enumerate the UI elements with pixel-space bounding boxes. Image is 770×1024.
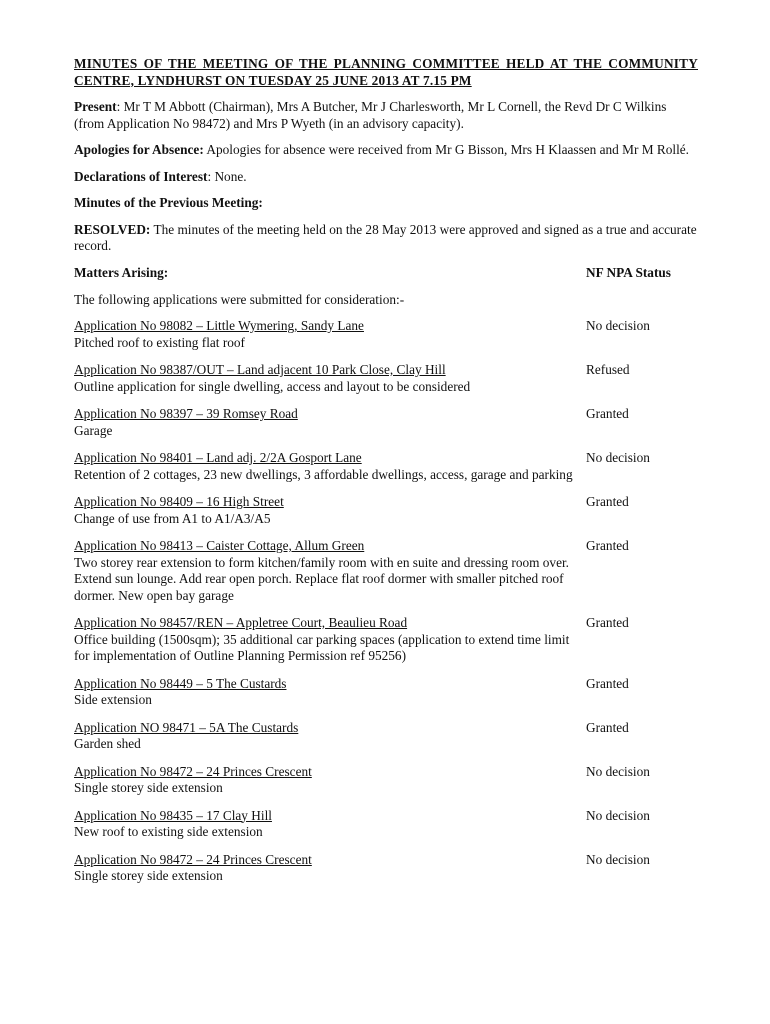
declarations-paragraph bbox=[74, 169, 698, 186]
application-item bbox=[74, 615, 698, 665]
present-label: Present bbox=[74, 99, 117, 114]
application-description bbox=[74, 720, 574, 753]
application-detail: Single storey side extension bbox=[74, 780, 223, 795]
resolved-text: The minutes of the meeting held on the 28 May 2013 were approved and signed as a true and accurate record. bbox=[74, 221, 697, 253]
application-status: No decision bbox=[586, 807, 650, 823]
application-description bbox=[74, 362, 574, 395]
present-paragraph bbox=[74, 99, 698, 132]
application-status: No decision bbox=[586, 450, 650, 465]
application-item bbox=[74, 720, 698, 753]
application-heading: Application NO 98471 – 5A The Custards bbox=[74, 719, 299, 735]
application-detail: Side extension bbox=[74, 692, 152, 707]
application-detail: Office building (1500sqm); 35 additional car parking spaces (application to extend time limit for implementation of Outline Planning Permission ref 95256) bbox=[74, 631, 570, 663]
application-status: Refused bbox=[586, 362, 630, 377]
application-item bbox=[74, 406, 698, 439]
application-item bbox=[74, 808, 698, 841]
previous-minutes-label: Minutes of the Previous Meeting: bbox=[74, 195, 263, 210]
application-status: No decision bbox=[586, 851, 650, 867]
matters-arising-header bbox=[74, 265, 698, 282]
application-detail: New roof to existing side extension bbox=[74, 824, 263, 839]
application-item bbox=[74, 450, 698, 483]
applications-list bbox=[74, 318, 698, 885]
application-detail: Retention of 2 cottages, 23 new dwellings, 3 affordable dwellings, access, garage and parking bbox=[74, 466, 573, 482]
application-item bbox=[74, 494, 698, 527]
application-heading: Application No 98397 – 39 Romsey Road bbox=[74, 406, 298, 421]
application-heading: Application No 98472 – 24 Princes Crescent bbox=[74, 851, 312, 867]
apologies-paragraph bbox=[74, 142, 698, 159]
application-description bbox=[74, 852, 574, 885]
application-item bbox=[74, 538, 698, 604]
application-detail: Garden shed bbox=[74, 736, 141, 751]
application-status: No decision bbox=[586, 763, 650, 779]
application-heading: Application No 98472 – 24 Princes Crescent bbox=[74, 763, 312, 779]
application-heading: Application No 98387/OUT – Land adjacent 10 Park Close, Clay Hill bbox=[74, 362, 446, 377]
application-status: Granted bbox=[586, 719, 629, 735]
application-description bbox=[74, 494, 574, 527]
declarations-text: : None. bbox=[207, 168, 247, 184]
application-heading: Application No 98409 – 16 High Street bbox=[74, 494, 284, 509]
application-description bbox=[74, 808, 574, 841]
resolved-paragraph bbox=[74, 222, 698, 255]
application-status: No decision bbox=[586, 318, 650, 333]
document-title: MINUTES OF THE MEETING OF THE PLANNING COMMITTEE HELD AT THE COMMUNITY CENTRE, LYNDHURST ON TUESDAY 25 JUNE 2013 AT 7.15 PM bbox=[74, 56, 698, 88]
application-item bbox=[74, 318, 698, 351]
application-detail: Two storey rear extension to form kitchen/family room with en suite and dressing room over. Extend sun lounge. Add rear open porch. Replace flat roof dormer with smaller pitched roof dormer. New open bay garage bbox=[74, 554, 570, 603]
application-detail: Outline application for single dwelling, access and layout to be considered bbox=[74, 378, 471, 394]
application-heading: Application No 98457/REN – Appletree Court, Beaulieu Road bbox=[74, 615, 408, 630]
declarations-label: Declarations of Interest bbox=[74, 168, 208, 184]
application-description bbox=[74, 676, 574, 709]
apologies-text: Apologies for absence were received from Mr G Bisson, Mrs H Klaassen and Mr M Rollé. bbox=[203, 142, 689, 157]
status-column-header: NF NPA Status bbox=[586, 264, 671, 280]
application-status: Granted bbox=[586, 675, 629, 691]
application-heading: Application No 98401 – Land adj. 2/2A Gosport Lane bbox=[74, 450, 362, 465]
application-heading: Application No 98413 – Caister Cottage, Allum Green bbox=[74, 538, 365, 553]
application-status: Granted bbox=[586, 494, 629, 509]
application-detail: Pitched roof to existing flat roof bbox=[74, 334, 245, 350]
application-description bbox=[74, 538, 574, 604]
application-heading: Application No 98082 – Little Wymering, Sandy Lane bbox=[74, 318, 364, 333]
application-item bbox=[74, 764, 698, 797]
application-heading: Application No 98449 – 5 The Custards bbox=[74, 675, 287, 691]
application-item bbox=[74, 852, 698, 885]
application-status: Granted bbox=[586, 538, 629, 553]
apologies-label: Apologies for Absence: bbox=[74, 142, 204, 157]
application-description bbox=[74, 615, 574, 665]
application-detail: Single storey side extension bbox=[74, 868, 223, 883]
present-text: : Mr T M Abbott (Chairman), Mrs A Butcher, Mr J Charlesworth, Mr L Cornell, the Revd Dr C Wilkins (from Application No 98472) and Mrs P Wyeth (in an advisory capacity). bbox=[74, 99, 667, 131]
minutes-document bbox=[74, 56, 698, 896]
application-item bbox=[74, 676, 698, 709]
application-description bbox=[74, 450, 574, 483]
matters-arising-label: Matters Arising: bbox=[74, 264, 169, 280]
application-description bbox=[74, 406, 574, 439]
application-description bbox=[74, 764, 574, 797]
application-status: Granted bbox=[586, 615, 629, 630]
previous-minutes-heading bbox=[74, 195, 698, 212]
application-item bbox=[74, 362, 698, 395]
resolved-label: RESOLVED: bbox=[74, 221, 151, 237]
application-detail: Garage bbox=[74, 422, 113, 438]
application-description bbox=[74, 318, 574, 351]
application-detail: Change of use from A1 to A1/A3/A5 bbox=[74, 510, 271, 526]
application-heading: Application No 98435 – 17 Clay Hill bbox=[74, 807, 272, 823]
applications-intro: The following applications were submitted for consideration:- bbox=[74, 291, 405, 307]
application-status: Granted bbox=[586, 406, 629, 421]
